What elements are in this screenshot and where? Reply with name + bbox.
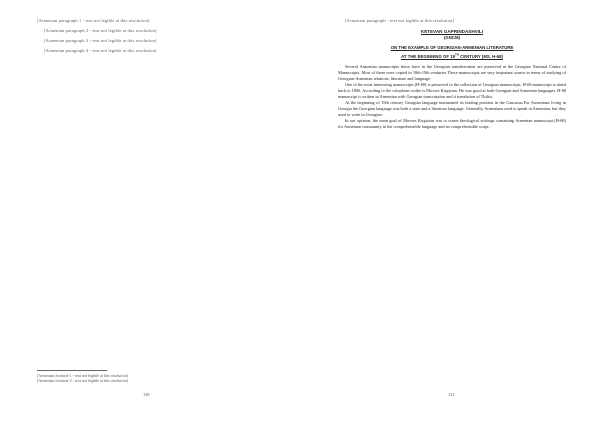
paragraph: [Armenian paragraph 2 - text not legible at this resolution] bbox=[44, 28, 157, 34]
paragraph: In our opinion, the main goal of Movses Kirgizian was to create theological writings containing Armenian manuscript (H-68) for Armenian community in the comprehensible language and an comprehensible script. bbox=[338, 118, 566, 130]
author-affiliation: (GNCM) bbox=[444, 35, 460, 41]
footnotes bbox=[37, 370, 260, 384]
footnote: [Armenian footnote 1 - text not legible at this resolution] bbox=[37, 373, 128, 378]
paragraph: [Armenian paragraph 3 - text not legible at this resolution] bbox=[44, 38, 157, 44]
footnote-rule bbox=[37, 370, 107, 371]
right-page bbox=[300, 0, 600, 424]
right-page-text bbox=[338, 18, 566, 131]
page-number: 110 bbox=[143, 392, 150, 397]
paragraph: One of the most interesting manuscripts (H-68) is preserved in the collection of Georgian manuscripts. H-68 manuscript is dated back to 1806. According to the colophons scribe is Movses Kirgizian. He was good at both Georgian and Armenian languages. H-68 manuscript is written in Armenian with Georgian transcription and it translation of Tbilisi. bbox=[338, 81, 566, 99]
footnote: [Armenian footnote 2 - text not legible at this resolution] bbox=[37, 378, 128, 384]
left-page-text bbox=[37, 18, 260, 54]
paragraph: Several Armenian manuscripts these have in the Georgian transliteration are preserved at the Georgian National Centre of Manuscripts. Most of them were copied in 18th-19th centuries.These manuscripts are very important source in terms of studying of Georgian-Armenian relations: literature and language. bbox=[338, 63, 566, 81]
author-name: KETEVAN GAPRINDASHVILI bbox=[420, 29, 484, 35]
paragraph: At the beginning of 19th century Georgian language maintained its leading position in the Caucasus.For Armenians living in Georgia the Georgian language was both a state and a literature language. Generally, Armenians used to speak in Armenian, but they used to write in Georgian. bbox=[338, 100, 566, 118]
paragraph: [Armenian paragraph - text not legible at this resolution] bbox=[345, 18, 454, 23]
title-line-1: ON THE EXAMPLE OF GEORGIAN-ARMENIAN LITERATURE bbox=[390, 45, 514, 51]
article-title bbox=[338, 45, 566, 59]
title-line-2: AT THE BEGINNING OF 19TH CENTURY (MS. H-68) bbox=[401, 52, 503, 59]
page-number: 111 bbox=[448, 392, 455, 397]
paragraph: [Armenian paragraph 1 - text not legible at this resolution] bbox=[37, 18, 150, 23]
paragraph: [Armenian paragraph 4 - text not legible at this resolution] bbox=[44, 48, 157, 54]
